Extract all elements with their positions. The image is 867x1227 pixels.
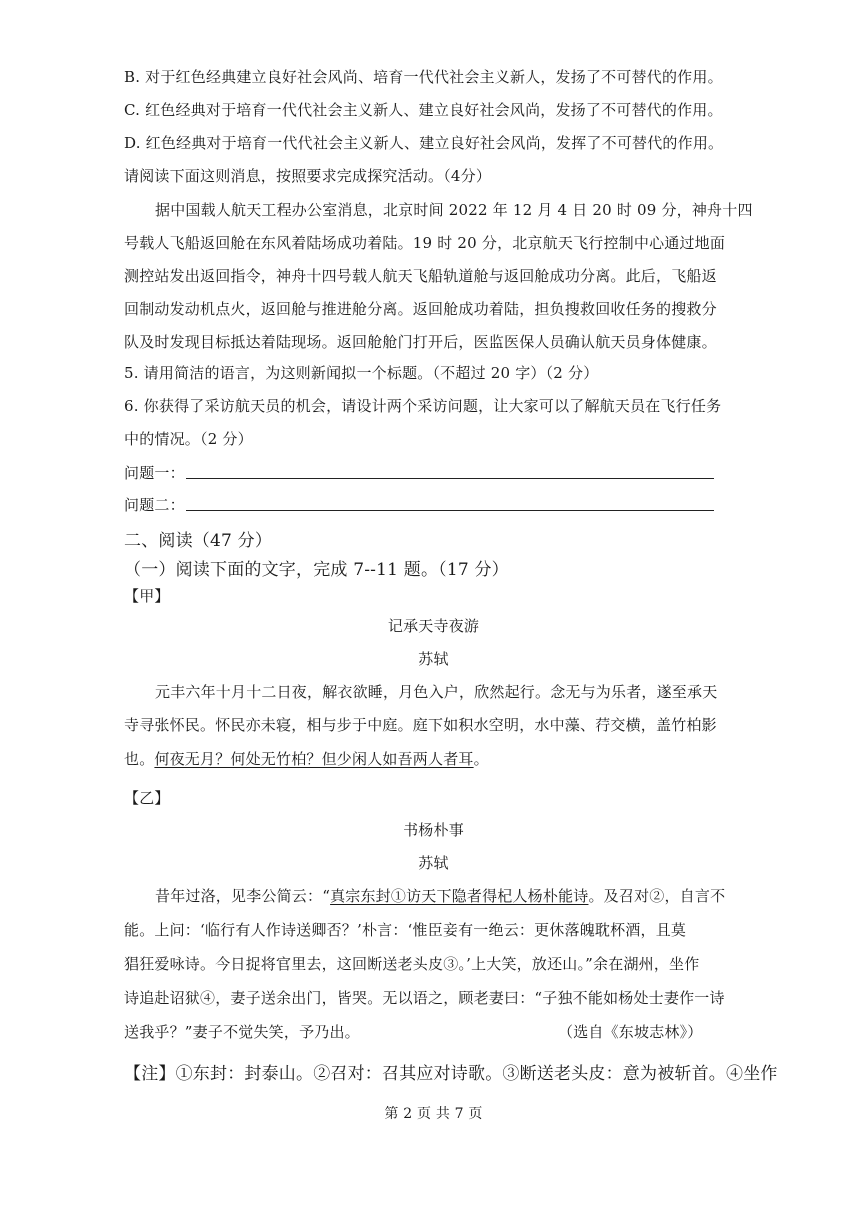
yi-title: 书杨朴事: [403, 821, 464, 839]
yi-line1-b: 。及召对②，自言不: [588, 887, 726, 905]
subsection-heading: （一）阅读下面的文字，完成 7--11 题。（17 分）: [124, 560, 509, 580]
option-c: C. 红色经典对于培育一代代社会主义新人、建立良好社会风尚，发扬了不可替代的作用。: [124, 101, 723, 119]
jia-line3-end: 。: [473, 750, 489, 768]
yi-line-1: [155, 885, 725, 906]
question-6-line1: 6. 你获得了采访航天员的机会，请设计两个采访问题，让大家可以了解航天员在飞行任务: [124, 397, 722, 415]
yi-tag: 【乙】: [124, 789, 170, 807]
jia-underlined-sentence: 何夜无月？何处无竹柏？但少闲人如吾两人者耳: [154, 750, 474, 768]
yi-line1-a: 昔年过洛，见李公简云：“: [155, 887, 331, 905]
question-5: 5. 请用简洁的语言，为这则新闻拟一个标题。（不超过 20 字）（2 分）: [124, 364, 599, 382]
jia-line-3: [124, 748, 489, 769]
yi-line: 猖狂爱咏诗。今日捉将官里去，这回断送老头皮③。’上大笑，放还山。”余在湖州，坐作: [124, 955, 700, 973]
jia-line3-plain: 也。: [124, 750, 155, 768]
answer-1-line[interactable]: [186, 478, 714, 479]
yi-underlined-sentence: 真宗东封①访天下隐者得杞人杨朴能诗: [330, 887, 589, 905]
footnote: 【注】①东封：封泰山。②召对：召其应对诗歌。③断送老头皮：意为被斩首。④坐作: [124, 1064, 778, 1084]
jia-line: 寺寻张怀民。怀民亦未寝，相与步于中庭。庭下如积水空明，水中藻、荇交横，盖竹柏影: [124, 716, 717, 734]
yi-source: （选自《东坡志林》）: [558, 1023, 703, 1041]
option-b: B. 对于红色经典建立良好社会风尚、培育一代代社会主义新人，发扬了不可替代的作用。: [124, 68, 723, 86]
news-line: 测控站发出返回指令，神舟十四号载人航天飞船轨道舱与返回舱成功分离。此后，飞船返: [124, 267, 717, 285]
jia-line: 元丰六年十月十二日夜，解衣欲睡，月色入户，欣然起行。念无与为乐者，遂至承天: [155, 683, 718, 701]
answer-2-line[interactable]: [186, 510, 714, 511]
yi-line-5: 送我乎？”妻子不觉失笑，予乃出。: [124, 1023, 360, 1041]
news-line: 据中国载人航天工程办公室消息，北京时间 2022 年 12 月 4 日 20 时 09 分，神舟十四: [155, 201, 753, 219]
jia-author: 苏轼: [418, 650, 449, 668]
yi-line: 诗追赴诏狱④，妻子送余出门，皆哭。无以语之，顾老妻曰：“子独不能如杨处士妻作一诗: [124, 989, 725, 1007]
answer-2-label: 问题二：: [124, 496, 185, 514]
yi-line: 能。上问：‘临行有人作诗送卿否？’朴言：‘惟臣妾有一绝云：更休落魄耽杯酒，且莫: [124, 921, 687, 939]
yi-author: 苏轼: [418, 854, 449, 872]
task-intro: 请阅读下面这则消息，按照要求完成探究活动。（4分）: [124, 167, 492, 185]
option-d: D. 红色经典对于培育一代代社会主义新人、建立良好社会风尚，发挥了不可替代的作用。: [124, 134, 724, 152]
answer-1-label: 问题一：: [124, 464, 185, 482]
news-line: 队及时发现目标抵达着陆现场。返回舱舱门打开后，医监医保人员确认航天员身体健康。: [124, 333, 717, 351]
section-heading: 二、阅读（47 分）: [124, 531, 273, 551]
jia-tag: 【甲】: [124, 587, 170, 605]
jia-title: 记承天寺夜游: [387, 617, 480, 635]
news-line: 号载人飞船返回舱在东风着陆场成功着陆。19 时 20 分，北京航天飞行控制中心通过地面: [124, 234, 726, 252]
page-number: 第 2 页 共 7 页: [384, 1106, 483, 1122]
question-6-line2: 中的情况。（2 分）: [124, 430, 253, 448]
news-line: 回制动发动机点火，返回舱与推进舱分离。返回舱成功着陆，担负搜救回收任务的搜救分: [124, 300, 717, 318]
